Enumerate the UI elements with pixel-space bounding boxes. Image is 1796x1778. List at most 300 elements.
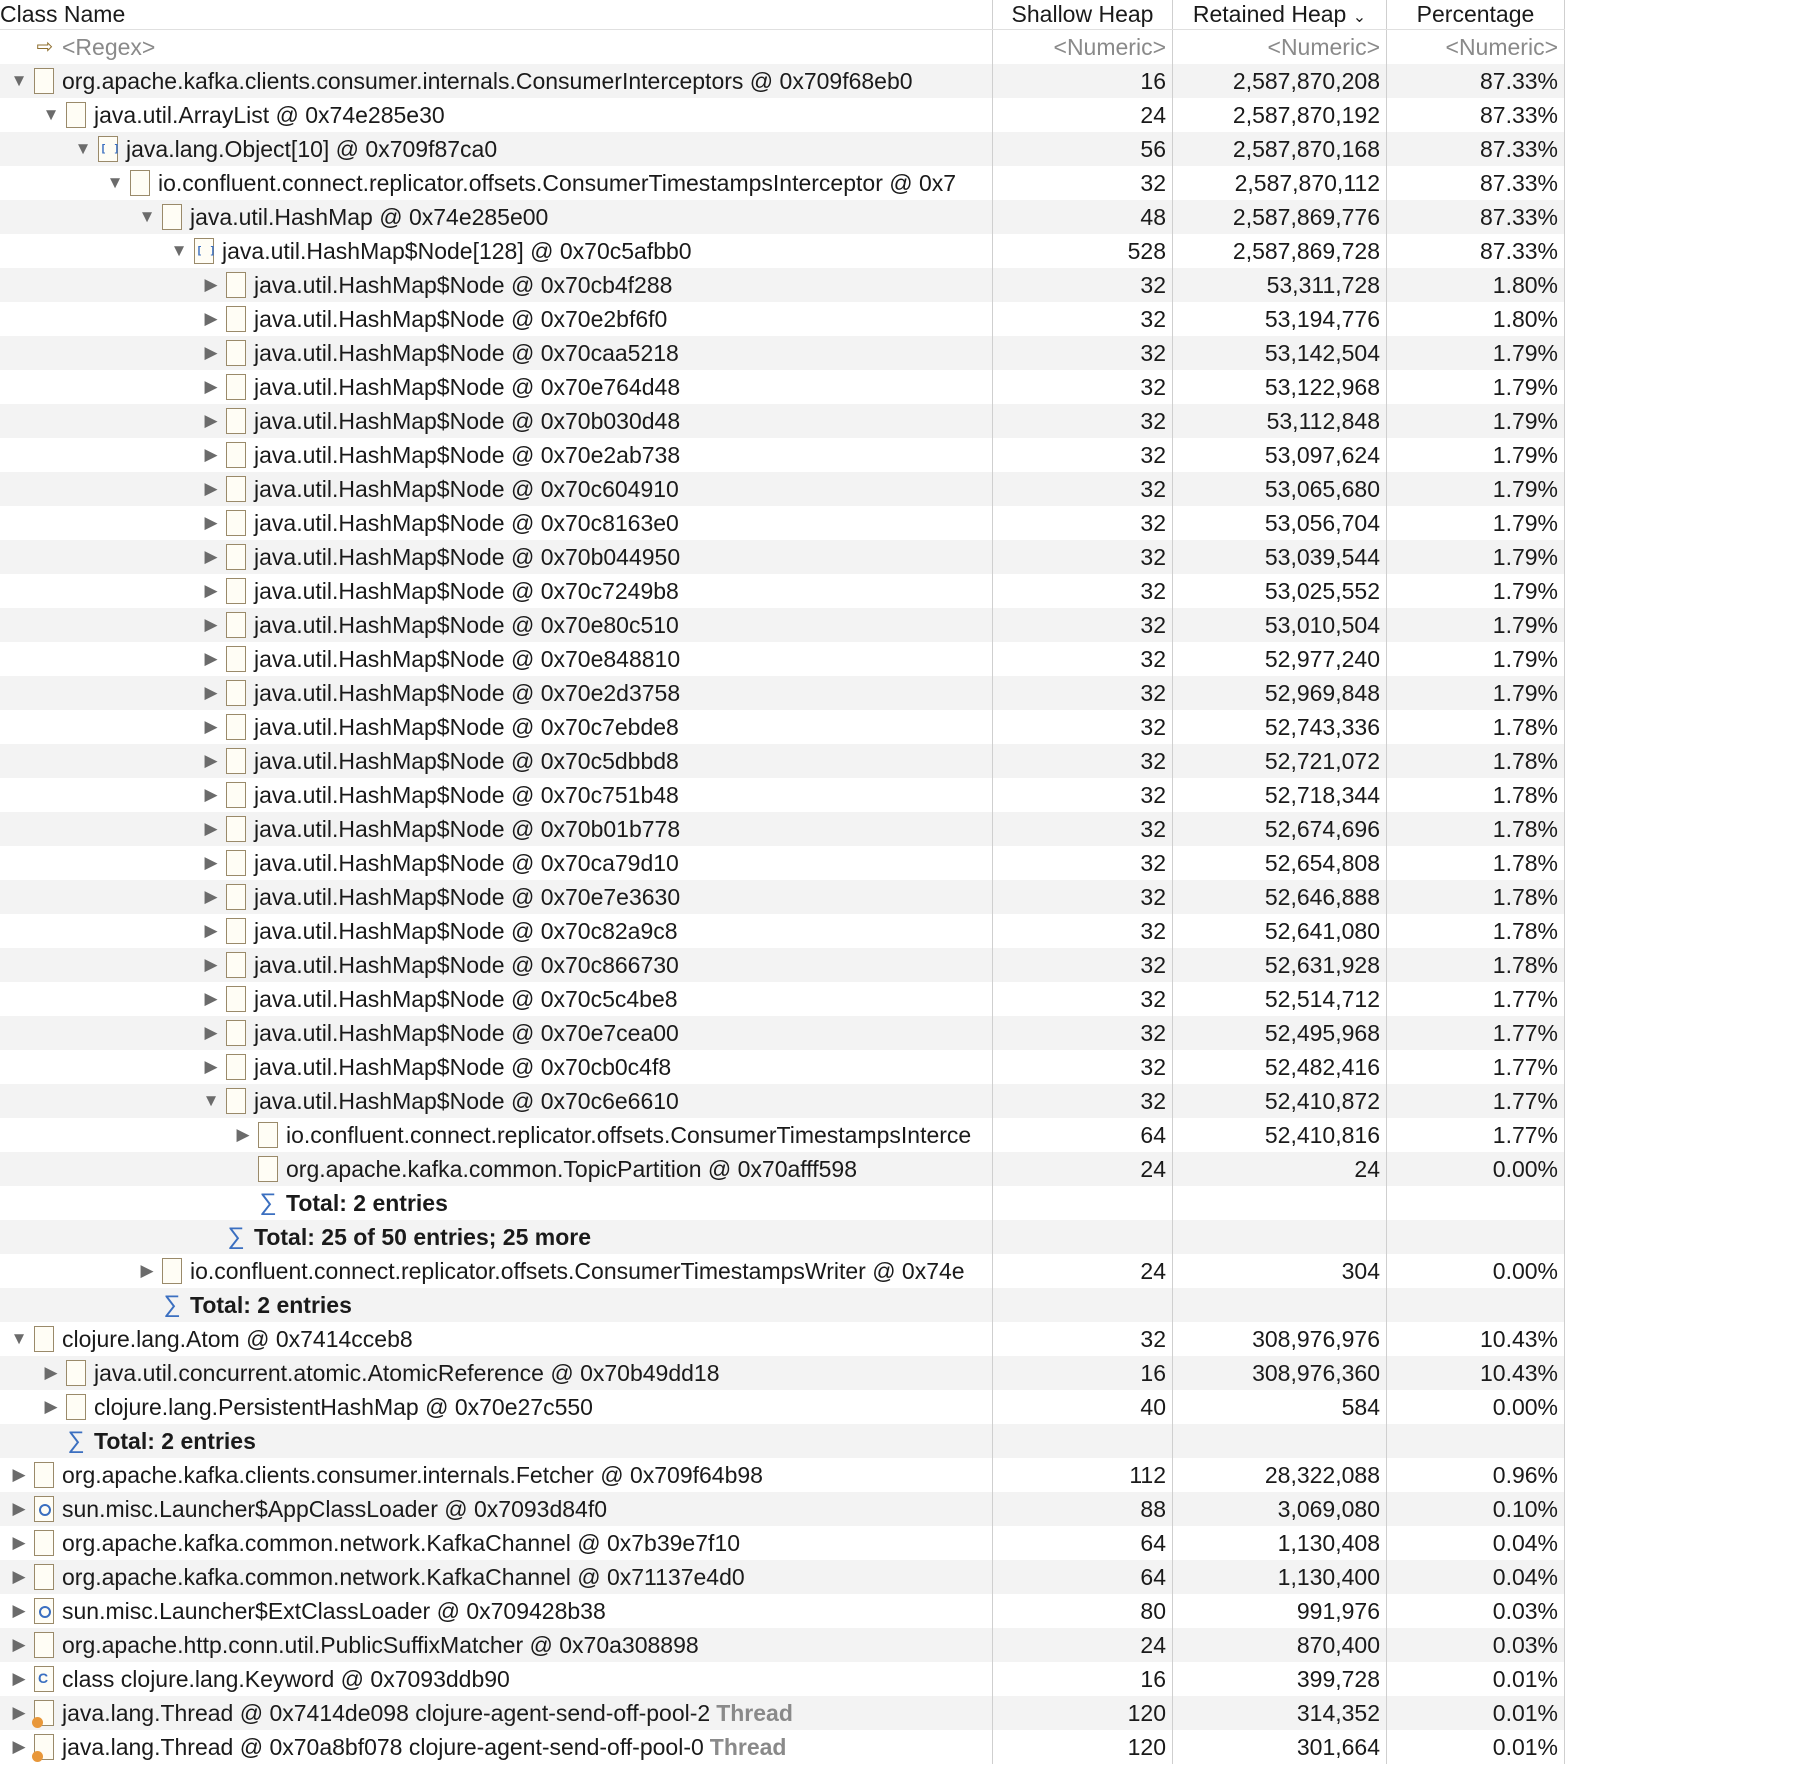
table-row[interactable] xyxy=(0,404,1565,438)
percentage-cell: 0.01% xyxy=(1387,1662,1565,1696)
shallow-heap-cell: 32 xyxy=(993,166,1173,200)
collapse-triangle-icon[interactable]: ▶ xyxy=(44,1363,58,1382)
retained-heap-cell: 52,495,968 xyxy=(1173,1016,1387,1050)
collapse-triangle-icon[interactable]: ▶ xyxy=(12,1533,26,1552)
class-name-cell xyxy=(0,710,993,744)
table-row[interactable] xyxy=(0,574,1565,608)
class-name-label: java.util.HashMap$Node[128] @ 0x70c5afbb0 xyxy=(222,238,692,264)
class-name-cell xyxy=(0,1526,993,1560)
object-icon xyxy=(34,68,54,94)
retained-heap-cell xyxy=(1173,1220,1387,1254)
shallow-heap-cell: 80 xyxy=(993,1594,1173,1628)
shallow-heap-cell: 32 xyxy=(993,1084,1173,1118)
percentage-cell: 1.79% xyxy=(1387,370,1565,404)
table-row[interactable] xyxy=(0,1220,1565,1254)
object-icon xyxy=(258,1156,278,1182)
thread-icon xyxy=(34,1734,54,1760)
class-name-label: java.util.HashMap$Node @ 0x70c866730 xyxy=(254,952,679,978)
class-name-label: java.util.HashMap$Node @ 0x70b01b778 xyxy=(254,816,681,842)
class-name-cell xyxy=(0,1288,993,1322)
table-row[interactable] xyxy=(0,1560,1565,1594)
collapse-triangle-icon[interactable]: ▶ xyxy=(204,343,218,362)
expand-triangle-icon[interactable]: ▼ xyxy=(10,1329,28,1348)
class-name-label: clojure.lang.PersistentHashMap @ 0x70e27c550 xyxy=(94,1394,593,1420)
collapse-triangle-icon[interactable]: ▶ xyxy=(204,377,218,396)
collapse-triangle-icon[interactable]: ▶ xyxy=(204,751,218,770)
retained-heap-cell: 24 xyxy=(1173,1152,1387,1186)
sigma-icon: ∑ xyxy=(227,1223,245,1250)
object-icon xyxy=(66,102,86,128)
class-name-label: java.util.HashMap$Node @ 0x70c7249b8 xyxy=(254,578,679,604)
class-name-cell xyxy=(0,1084,993,1118)
class-name-label: java.util.HashMap$Node @ 0x70c604910 xyxy=(254,476,679,502)
percentage-cell: 87.33% xyxy=(1387,200,1565,234)
chevron-down-icon[interactable]: ⌄ xyxy=(1352,9,1367,26)
classloader-icon xyxy=(34,1598,54,1624)
percentage-cell: 1.77% xyxy=(1387,1084,1565,1118)
table-row[interactable] xyxy=(0,948,1565,982)
table-row[interactable] xyxy=(0,302,1565,336)
table-row[interactable] xyxy=(0,1730,1565,1764)
object-icon xyxy=(34,1564,54,1590)
retained-heap-cell: 1,130,400 xyxy=(1173,1560,1387,1594)
percentage-cell: 1.79% xyxy=(1387,574,1565,608)
shallow-heap-cell: 32 xyxy=(993,880,1173,914)
class-name-cell xyxy=(0,1356,993,1390)
retained-heap-cell: 53,122,968 xyxy=(1173,370,1387,404)
shallow-heap-cell xyxy=(993,1186,1173,1220)
collapse-triangle-icon[interactable]: ▶ xyxy=(204,479,218,498)
percentage-filter[interactable]: <Numeric> xyxy=(1387,30,1565,64)
retained-heap-cell: 1,130,408 xyxy=(1173,1526,1387,1560)
class-name-cell xyxy=(0,64,993,98)
object-icon xyxy=(34,1530,54,1556)
object-icon xyxy=(34,1326,54,1352)
class-name-label: io.confluent.connect.replicator.offsets.ConsumerTimestampsInterceptor @ 0x7 xyxy=(158,170,957,196)
thread-tag: Thread xyxy=(709,1734,787,1760)
collapse-triangle-icon[interactable]: ▶ xyxy=(204,1023,218,1042)
expand-triangle-icon[interactable]: ▼ xyxy=(10,71,28,90)
class-name-cell xyxy=(0,438,993,472)
shallow-heap-cell: 32 xyxy=(993,846,1173,880)
percentage-cell: 1.78% xyxy=(1387,710,1565,744)
shallow-heap-cell: 32 xyxy=(993,778,1173,812)
table-row[interactable] xyxy=(0,506,1565,540)
class-name-label: java.util.HashMap$Node @ 0x70e2bf6f0 xyxy=(254,306,668,332)
percentage-cell: 1.78% xyxy=(1387,880,1565,914)
shallow-heap-cell: 32 xyxy=(993,982,1173,1016)
collapse-triangle-icon[interactable]: ▶ xyxy=(12,1703,26,1722)
object-icon xyxy=(226,510,246,536)
percentage-cell: 1.78% xyxy=(1387,914,1565,948)
class-name-cell xyxy=(0,1662,993,1696)
shallow-heap-cell: 24 xyxy=(993,98,1173,132)
class-name-label: java.util.HashMap$Node @ 0x70e2ab738 xyxy=(254,442,681,468)
table-row[interactable] xyxy=(0,200,1565,234)
table-row[interactable] xyxy=(0,1254,1565,1288)
collapse-triangle-icon[interactable]: ▶ xyxy=(204,921,218,940)
expand-triangle-icon[interactable]: ▼ xyxy=(202,1091,220,1110)
class-name-label: Total: 2 entries xyxy=(94,1428,256,1454)
class-name-label: Total: 2 entries xyxy=(286,1190,448,1216)
class-name-label: sun.misc.Launcher$ExtClassLoader @ 0x709428b38 xyxy=(62,1598,606,1624)
retained-heap-cell: 53,010,504 xyxy=(1173,608,1387,642)
object-icon xyxy=(162,1258,182,1284)
class-name-filter[interactable]: ⇨ <Regex> xyxy=(0,30,993,64)
table-row[interactable] xyxy=(0,166,1565,200)
table-row[interactable] xyxy=(0,1050,1565,1084)
percentage-cell: 87.33% xyxy=(1387,234,1565,268)
table-row[interactable] xyxy=(0,1016,1565,1050)
retained-heap-cell: 308,976,976 xyxy=(1173,1322,1387,1356)
object-icon xyxy=(226,986,246,1012)
retained-heap-cell: 2,587,869,776 xyxy=(1173,200,1387,234)
retained-heap-cell: 52,743,336 xyxy=(1173,710,1387,744)
table-row[interactable] xyxy=(0,846,1565,880)
table-header xyxy=(0,0,1565,30)
shallow-heap-cell: 32 xyxy=(993,948,1173,982)
retained-heap-cell: 53,056,704 xyxy=(1173,506,1387,540)
class-name-cell xyxy=(0,778,993,812)
shallow-heap-cell: 32 xyxy=(993,540,1173,574)
class-name-cell xyxy=(0,234,993,268)
class-name-cell xyxy=(0,1322,993,1356)
table-row[interactable] xyxy=(0,1696,1565,1730)
table-row[interactable] xyxy=(0,1152,1565,1186)
retained-heap-cell: 2,587,870,168 xyxy=(1173,132,1387,166)
class-name-label: clojure.lang.Atom @ 0x7414cceb8 xyxy=(62,1326,413,1352)
percentage-cell: 0.03% xyxy=(1387,1594,1565,1628)
table-row[interactable] xyxy=(0,676,1565,710)
shallow-heap-cell: 32 xyxy=(993,1050,1173,1084)
object-icon xyxy=(226,782,246,808)
collapse-triangle-icon[interactable]: ▶ xyxy=(12,1601,26,1620)
collapse-triangle-icon[interactable]: ▶ xyxy=(204,309,218,328)
object-icon xyxy=(130,170,150,196)
object-icon xyxy=(226,748,246,774)
retained-heap-cell: 870,400 xyxy=(1173,1628,1387,1662)
tree-spacer xyxy=(232,1192,254,1214)
class-name-label: java.util.HashMap$Node @ 0x70b044950 xyxy=(254,544,681,570)
collapse-triangle-icon[interactable]: ▶ xyxy=(12,1737,26,1756)
object-icon xyxy=(226,374,246,400)
percentage-cell: 0.10% xyxy=(1387,1492,1565,1526)
table-row[interactable] xyxy=(0,1356,1565,1390)
class-name-cell xyxy=(0,846,993,880)
collapse-triangle-icon[interactable]: ▶ xyxy=(140,1261,154,1280)
percentage-cell: 0.96% xyxy=(1387,1458,1565,1492)
class-name-label: java.util.HashMap$Node @ 0x70c5c4be8 xyxy=(254,986,678,1012)
retained-heap-cell: 52,718,344 xyxy=(1173,778,1387,812)
percentage-cell: 1.79% xyxy=(1387,540,1565,574)
collapse-triangle-icon[interactable]: ▶ xyxy=(204,581,218,600)
collapse-triangle-icon[interactable]: ▶ xyxy=(204,955,218,974)
class-name-cell xyxy=(0,982,993,1016)
class-name-cell xyxy=(0,1424,993,1458)
class-name-cell xyxy=(0,1458,993,1492)
percentage-cell: 10.43% xyxy=(1387,1356,1565,1390)
class-name-cell xyxy=(0,1220,993,1254)
retained-heap-cell: 304 xyxy=(1173,1254,1387,1288)
class-name-cell xyxy=(0,1050,993,1084)
shallow-heap-cell: 24 xyxy=(993,1152,1173,1186)
class-name-cell xyxy=(0,812,993,846)
expand-triangle-icon[interactable]: ▼ xyxy=(74,139,92,158)
shallow-heap-cell: 32 xyxy=(993,1016,1173,1050)
percentage-cell xyxy=(1387,1220,1565,1254)
class-name-label: java.util.HashMap$Node @ 0x70b030d48 xyxy=(254,408,681,434)
class-name-label: sun.misc.Launcher$AppClassLoader @ 0x7093d84f0 xyxy=(62,1496,608,1522)
class-icon xyxy=(34,1666,54,1692)
shallow-heap-cell: 32 xyxy=(993,744,1173,778)
shallow-heap-cell xyxy=(993,1424,1173,1458)
class-name-cell xyxy=(0,302,993,336)
retained-heap-cell: 53,065,680 xyxy=(1173,472,1387,506)
column-header-shallow-heap[interactable]: Shallow Heap xyxy=(993,0,1173,29)
retained-heap-cell: 52,654,808 xyxy=(1173,846,1387,880)
object-icon xyxy=(226,1088,246,1114)
class-name-label: java.lang.Object[10] @ 0x709f87ca0 xyxy=(126,136,498,162)
object-icon xyxy=(66,1394,86,1420)
table-row[interactable] xyxy=(0,1118,1565,1152)
collapse-triangle-icon[interactable]: ▶ xyxy=(12,1499,26,1518)
class-name-cell xyxy=(0,98,993,132)
class-name-label: org.apache.http.conn.util.PublicSuffixMatcher @ 0x70a308898 xyxy=(62,1632,699,1658)
table-row[interactable] xyxy=(0,1084,1565,1118)
expand-triangle-icon[interactable]: ▼ xyxy=(42,105,60,124)
shallow-heap-cell xyxy=(993,1288,1173,1322)
class-name-cell xyxy=(0,1492,993,1526)
retained-heap-cell xyxy=(1173,1424,1387,1458)
percentage-cell: 1.78% xyxy=(1387,812,1565,846)
percentage-cell: 1.79% xyxy=(1387,642,1565,676)
retained-heap-cell: 53,311,728 xyxy=(1173,268,1387,302)
table-row[interactable] xyxy=(0,1526,1565,1560)
object-icon xyxy=(66,1360,86,1386)
table-row[interactable] xyxy=(0,472,1565,506)
shallow-heap-cell: 32 xyxy=(993,608,1173,642)
table-row[interactable] xyxy=(0,1322,1565,1356)
table-row[interactable] xyxy=(0,880,1565,914)
retained-heap-cell: 2,587,869,728 xyxy=(1173,234,1387,268)
shallow-heap-cell: 64 xyxy=(993,1560,1173,1594)
class-name-cell xyxy=(0,404,993,438)
percentage-cell: 0.01% xyxy=(1387,1730,1565,1764)
class-name-label: java.util.HashMap$Node @ 0x70e7cea00 xyxy=(254,1020,679,1046)
collapse-triangle-icon[interactable]: ▶ xyxy=(12,1465,26,1484)
shallow-heap-cell: 24 xyxy=(993,1254,1173,1288)
object-icon xyxy=(226,680,246,706)
shallow-heap-cell: 32 xyxy=(993,438,1173,472)
class-name-label: java.util.HashMap$Node @ 0x70e764d48 xyxy=(254,374,681,400)
class-name-cell xyxy=(0,1186,993,1220)
table-row[interactable] xyxy=(0,1662,1565,1696)
expand-triangle-icon[interactable]: ▼ xyxy=(170,241,188,260)
object-icon xyxy=(226,578,246,604)
array-icon xyxy=(194,238,214,264)
column-header-percentage[interactable]: Percentage xyxy=(1387,0,1565,29)
column-header-class-name[interactable]: Class Name xyxy=(0,0,993,29)
shallow-heap-cell: 32 xyxy=(993,506,1173,540)
table-row[interactable] xyxy=(0,64,1565,98)
class-name-cell xyxy=(0,472,993,506)
table-row[interactable] xyxy=(0,438,1565,472)
tree-spacer xyxy=(200,1226,222,1248)
class-name-label: java.util.HashMap$Node @ 0x70c7ebde8 xyxy=(254,714,679,740)
table-row[interactable] xyxy=(0,268,1565,302)
percentage-cell: 87.33% xyxy=(1387,166,1565,200)
shallow-heap-filter[interactable]: <Numeric> xyxy=(993,30,1173,64)
collapse-triangle-icon[interactable]: ▶ xyxy=(12,1669,26,1688)
collapse-triangle-icon[interactable]: ▶ xyxy=(204,785,218,804)
collapse-triangle-icon[interactable]: ▶ xyxy=(204,445,218,464)
class-name-cell xyxy=(0,880,993,914)
shallow-heap-cell: 32 xyxy=(993,914,1173,948)
table-row[interactable] xyxy=(0,710,1565,744)
retained-heap-cell: 314,352 xyxy=(1173,1696,1387,1730)
collapse-triangle-icon[interactable]: ▶ xyxy=(204,989,218,1008)
retained-heap-cell: 2,587,870,112 xyxy=(1173,166,1387,200)
collapse-triangle-icon[interactable]: ▶ xyxy=(12,1567,26,1586)
object-icon xyxy=(34,1462,54,1488)
table-row[interactable] xyxy=(0,370,1565,404)
table-row[interactable] xyxy=(0,812,1565,846)
class-name-label: java.util.HashMap$Node @ 0x70c82a9c8 xyxy=(254,918,678,944)
class-name-cell xyxy=(0,1016,993,1050)
collapse-triangle-icon[interactable]: ▶ xyxy=(204,411,218,430)
object-icon xyxy=(226,1054,246,1080)
class-name-label: java.util.HashMap$Node @ 0x70ca79d10 xyxy=(254,850,679,876)
class-name-cell xyxy=(0,1254,993,1288)
retained-heap-cell: 52,514,712 xyxy=(1173,982,1387,1016)
object-icon xyxy=(226,1020,246,1046)
class-name-cell xyxy=(0,1118,993,1152)
class-name-label: java.util.ArrayList @ 0x74e285e30 xyxy=(94,102,445,128)
class-name-label: java.util.HashMap$Node @ 0x70e7e3630 xyxy=(254,884,681,910)
expand-triangle-icon[interactable]: ▼ xyxy=(138,207,156,226)
collapse-triangle-icon[interactable]: ▶ xyxy=(204,683,218,702)
collapse-triangle-icon[interactable]: ▶ xyxy=(236,1125,250,1144)
sigma-icon: ∑ xyxy=(259,1189,277,1216)
collapse-triangle-icon[interactable]: ▶ xyxy=(204,1057,218,1076)
table-row[interactable] xyxy=(0,98,1565,132)
table-row[interactable] xyxy=(0,1288,1565,1322)
shallow-heap-cell: 32 xyxy=(993,642,1173,676)
table-row[interactable] xyxy=(0,1458,1565,1492)
table-row[interactable] xyxy=(0,608,1565,642)
table-row[interactable] xyxy=(0,540,1565,574)
collapse-triangle-icon[interactable]: ▶ xyxy=(204,649,218,668)
object-icon xyxy=(226,306,246,332)
table-row[interactable] xyxy=(0,1424,1565,1458)
filter-row xyxy=(0,30,1565,64)
retained-heap-cell: 52,410,872 xyxy=(1173,1084,1387,1118)
table-row[interactable] xyxy=(0,234,1565,268)
retained-heap-filter[interactable]: <Numeric> xyxy=(1173,30,1387,64)
class-name-label: java.util.HashMap$Node @ 0x70e80c510 xyxy=(254,612,679,638)
retained-heap-cell: 52,410,816 xyxy=(1173,1118,1387,1152)
table-row[interactable] xyxy=(0,778,1565,812)
percentage-cell: 1.80% xyxy=(1387,268,1565,302)
object-icon xyxy=(226,646,246,672)
table-row[interactable] xyxy=(0,1186,1565,1220)
percentage-cell: 1.79% xyxy=(1387,438,1565,472)
percentage-cell: 1.77% xyxy=(1387,1050,1565,1084)
class-name-cell xyxy=(0,370,993,404)
thread-tag: Thread xyxy=(716,1700,793,1726)
class-name-label: org.apache.kafka.common.network.KafkaChannel @ 0x71137e4d0 xyxy=(62,1564,745,1590)
retained-heap-cell: 52,482,416 xyxy=(1173,1050,1387,1084)
table-row[interactable] xyxy=(0,642,1565,676)
collapse-triangle-icon[interactable]: ▶ xyxy=(12,1635,26,1654)
class-name-label: Total: 25 of 50 entries; 25 more xyxy=(254,1224,592,1250)
retained-heap-cell: 52,646,888 xyxy=(1173,880,1387,914)
retained-heap-cell: 52,969,848 xyxy=(1173,676,1387,710)
retained-heap-cell: 53,142,504 xyxy=(1173,336,1387,370)
class-name-label: java.util.HashMap$Node @ 0x70e2d3758 xyxy=(254,680,681,706)
collapse-triangle-icon[interactable]: ▶ xyxy=(204,615,218,634)
retained-heap-cell: 2,587,870,208 xyxy=(1173,64,1387,98)
table-row[interactable] xyxy=(0,744,1565,778)
table-row[interactable] xyxy=(0,1628,1565,1662)
table-row[interactable] xyxy=(0,982,1565,1016)
expand-triangle-icon[interactable]: ▼ xyxy=(106,173,124,192)
class-name-cell xyxy=(0,336,993,370)
class-name-cell xyxy=(0,268,993,302)
collapse-triangle-icon[interactable]: ▶ xyxy=(204,547,218,566)
collapse-triangle-icon[interactable]: ▶ xyxy=(44,1397,58,1416)
table-row[interactable] xyxy=(0,914,1565,948)
collapse-triangle-icon[interactable]: ▶ xyxy=(204,853,218,872)
class-name-label: java.util.HashMap @ 0x74e285e00 xyxy=(190,204,549,230)
retained-heap-cell: 2,587,870,192 xyxy=(1173,98,1387,132)
shallow-heap-cell: 24 xyxy=(993,1628,1173,1662)
table-row[interactable] xyxy=(0,132,1565,166)
shallow-heap-cell: 32 xyxy=(993,1322,1173,1356)
table-row[interactable] xyxy=(0,1594,1565,1628)
percentage-cell: 1.78% xyxy=(1387,948,1565,982)
retained-heap-cell: 52,721,072 xyxy=(1173,744,1387,778)
percentage-cell: 1.77% xyxy=(1387,982,1565,1016)
shallow-heap-cell: 64 xyxy=(993,1118,1173,1152)
class-name-cell xyxy=(0,948,993,982)
collapse-triangle-icon[interactable]: ▶ xyxy=(204,275,218,294)
column-header-retained-heap[interactable]: Retained Heap ⌄ xyxy=(1173,0,1387,29)
table-row[interactable] xyxy=(0,336,1565,370)
table-row[interactable] xyxy=(0,1390,1565,1424)
object-icon xyxy=(226,408,246,434)
class-name-label: java.util.HashMap$Node @ 0x70c6e6610 xyxy=(254,1088,679,1114)
class-name-cell xyxy=(0,200,993,234)
shallow-heap-cell: 16 xyxy=(993,1662,1173,1696)
collapse-triangle-icon[interactable]: ▶ xyxy=(204,513,218,532)
retained-heap-cell: 3,069,080 xyxy=(1173,1492,1387,1526)
retained-heap-cell: 53,194,776 xyxy=(1173,302,1387,336)
tree-table-body xyxy=(0,64,1796,1764)
shallow-heap-cell: 16 xyxy=(993,64,1173,98)
class-name-cell xyxy=(0,1730,993,1764)
class-name-cell xyxy=(0,914,993,948)
collapse-triangle-icon[interactable]: ▶ xyxy=(204,887,218,906)
shallow-heap-cell: 16 xyxy=(993,1356,1173,1390)
collapse-triangle-icon[interactable]: ▶ xyxy=(204,819,218,838)
collapse-triangle-icon[interactable]: ▶ xyxy=(204,717,218,736)
class-name-label: io.confluent.connect.replicator.offsets.ConsumerTimestampsInterce xyxy=(286,1122,972,1148)
percentage-cell: 87.33% xyxy=(1387,98,1565,132)
table-row[interactable] xyxy=(0,1492,1565,1526)
class-name-cell xyxy=(0,1560,993,1594)
shallow-heap-cell: 32 xyxy=(993,404,1173,438)
